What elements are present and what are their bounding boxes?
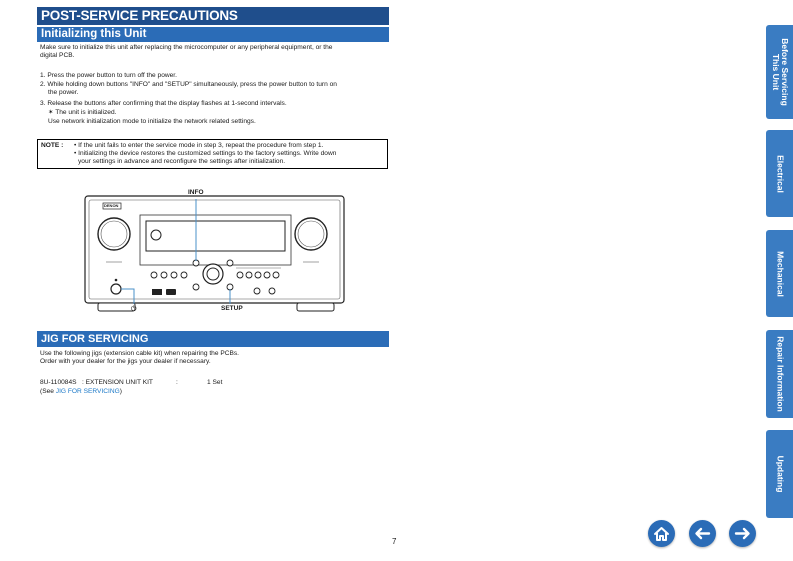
intro-line-2: digital PCB. xyxy=(40,52,75,59)
home-icon xyxy=(648,520,675,547)
setup-callout-label: SETUP xyxy=(221,305,243,312)
note-bullet-1: • If the unit fails to enter the service mode in step 3, repeat the procedure from step 1. xyxy=(74,142,324,149)
tab-updating[interactable] xyxy=(766,430,793,518)
jig-line-1: Use the following jigs (extension cable kit) when repairing the PCBs. xyxy=(40,350,240,357)
jig-line-2: Order with your dealer for the jigs your dealer if necessary. xyxy=(40,358,211,365)
jig-see-reference xyxy=(40,388,122,396)
step-3-result: ✶ The unit is initialized. xyxy=(48,109,117,116)
tab-electrical[interactable] xyxy=(766,130,793,217)
jig-colon: : xyxy=(176,379,178,386)
tab-before-servicing-label: Before Servicing This Unit xyxy=(770,38,790,106)
tab-mechanical[interactable] xyxy=(766,230,793,317)
arrow-left-icon xyxy=(689,520,716,547)
tab-before-servicing[interactable] xyxy=(766,25,793,119)
section-title-jig: JIG FOR SERVICING xyxy=(37,331,389,347)
brand-badge: DENON xyxy=(104,203,119,208)
jig-part-name: : EXTENSION UNIT KIT xyxy=(82,379,153,386)
note-label: NOTE : xyxy=(41,142,64,149)
power-symbol-icon: ⏻ xyxy=(131,306,137,313)
see-suffix: ) xyxy=(119,388,122,395)
section-title-initializing: Initializing this Unit xyxy=(37,27,389,42)
forward-button[interactable] xyxy=(729,520,756,547)
jig-part-number: 8U-110084S xyxy=(40,379,77,386)
step-1: 1. Press the power button to turn off the power. xyxy=(40,72,177,79)
home-button[interactable] xyxy=(648,520,675,547)
step-2: 2. While holding down buttons "INFO" and "SETUP" simultaneously, press the power button to turn on xyxy=(40,81,337,88)
note-bullet-2: • Initializing the device restores the customized settings to the factory settings. Write down xyxy=(74,150,337,157)
info-callout-label: INFO xyxy=(188,189,204,196)
jig-quantity: 1 Set xyxy=(207,379,223,386)
tab-mechanical-label: Mechanical xyxy=(775,250,785,297)
see-prefix: (See xyxy=(40,388,56,395)
page-number: 7 xyxy=(392,537,397,546)
back-button[interactable] xyxy=(689,520,716,547)
step-3: 3. Release the buttons after confirming that the display flashes at 1-second intervals. xyxy=(40,100,287,107)
step-2-continued: the power. xyxy=(48,89,79,96)
jig-for-servicing-link[interactable]: JIG FOR SERVICING xyxy=(55,388,120,395)
step-3-network: Use network initialization mode to initialize the network related settings. xyxy=(48,118,256,125)
tab-repair-information[interactable] xyxy=(766,330,793,418)
arrow-right-icon xyxy=(729,520,756,547)
intro-line-1: Make sure to initialize this unit after replacing the microcomputer or any peripheral equipment, or the xyxy=(40,44,333,51)
tab-electrical-label: Electrical xyxy=(775,154,785,193)
page-title: POST-SERVICE PRECAUTIONS xyxy=(37,7,389,25)
note-bullet-2-continued: your settings in advance and reconfigure the settings after initialization. xyxy=(78,158,286,165)
tab-repair-information-label: Repair Information xyxy=(775,336,785,412)
tab-updating-label: Updating xyxy=(775,455,785,493)
